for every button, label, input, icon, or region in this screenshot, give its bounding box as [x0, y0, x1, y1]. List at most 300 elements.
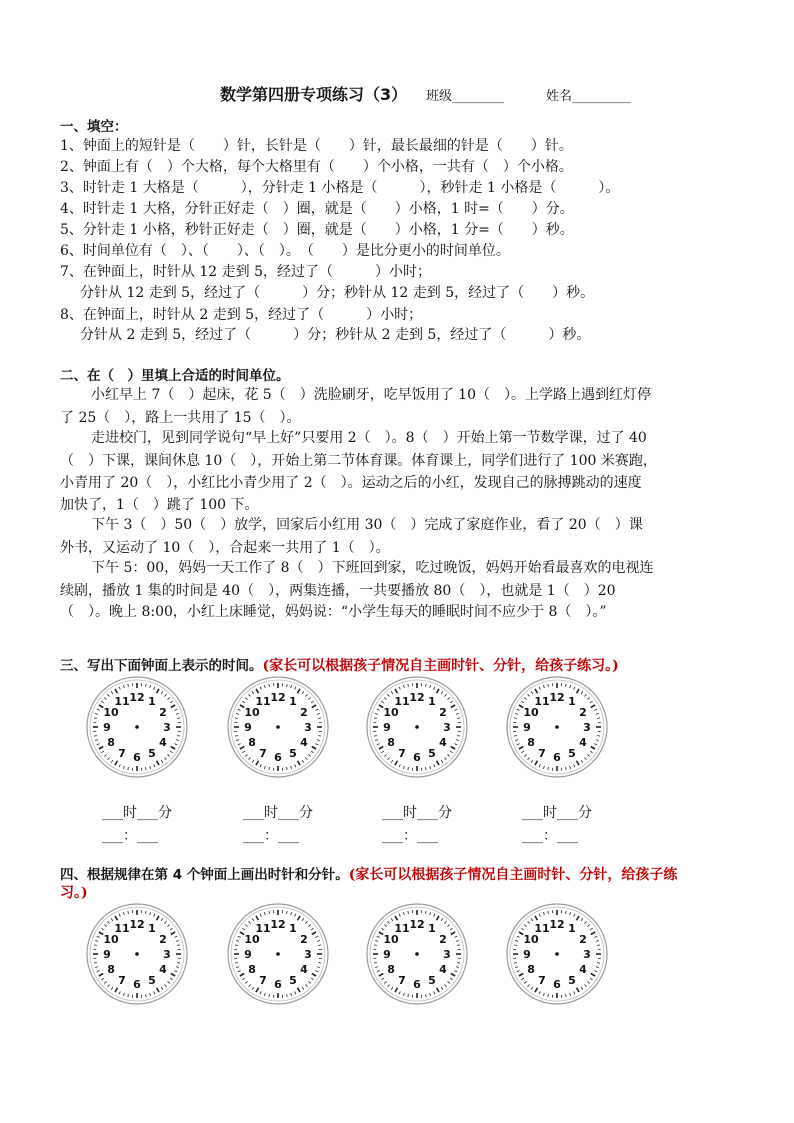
clock-hour-tick [312, 932, 316, 935]
answer-hour-minute[interactable]: ___时___分 [522, 805, 592, 821]
clock-minute-tick [174, 709, 177, 710]
clock-minute-tick [403, 685, 404, 688]
clock-minute-tick [584, 984, 586, 986]
clock-number: 8 [248, 963, 256, 976]
clock-minute-tick [539, 687, 540, 690]
clock-number: 11 [534, 695, 550, 709]
clock-minute-tick [146, 911, 147, 914]
clock-minute-tick [245, 698, 247, 700]
clock-minute-tick [590, 701, 592, 703]
clock-number: 3 [163, 721, 171, 734]
clock-minute-tick [531, 987, 533, 989]
clock-minute-tick [242, 978, 244, 980]
clock-number: 4 [579, 963, 587, 976]
answer-digital[interactable]: ___：___ [102, 828, 158, 844]
clock-minute-tick [252, 987, 254, 989]
clock-number: 5 [289, 746, 297, 760]
clock-hour-tick [519, 974, 523, 977]
clock-number: 7 [538, 746, 546, 760]
clock-number: 11 [255, 695, 271, 709]
section1-line: 3、时针走 1 大格是（ ），分针走 1 小格是（ ），秒针走 1 小格是（ ）。 [60, 180, 620, 196]
clock-minute-tick [317, 713, 320, 714]
clock-number: 6 [133, 978, 141, 991]
clock-minute-tick [377, 971, 380, 972]
page-title: 数学第四册专项练习（3） [220, 85, 408, 104]
clock-number: 5 [568, 973, 576, 987]
clock-minute-tick [311, 978, 313, 980]
clock-minute-tick [150, 685, 151, 688]
clock-minute-tick [101, 701, 103, 703]
clock-minute-tick [521, 751, 523, 753]
clock-minute-tick [457, 945, 460, 946]
answer-hour-minute[interactable]: ___时___分 [382, 805, 452, 821]
clock-center-dot [135, 952, 139, 956]
clock-minute-tick [426, 911, 427, 914]
clock-minute-tick [95, 740, 98, 741]
clock-number: 7 [259, 973, 267, 987]
clock-minute-tick [287, 767, 288, 770]
clock-minute-tick [302, 987, 304, 989]
clock-number: 3 [443, 948, 451, 961]
section3-heading: 三、写出下面钟面上表示的时间。 [60, 658, 263, 674]
section2-line: （ ）下课，课间休息 10（ ），开始上第二节体育课。体育课上，同学们进行了 100 米赛跑， [60, 453, 657, 469]
clock-minute-tick [381, 928, 383, 930]
clock-number: 3 [304, 948, 312, 961]
clock-minute-tick [450, 701, 452, 703]
clock-minute-tick [426, 767, 427, 770]
clock-minute-tick [177, 718, 180, 719]
clock-minute-tick [119, 914, 120, 917]
clock-minute-tick [287, 994, 288, 997]
clock-minute-tick [399, 914, 400, 917]
clock-minute-tick [528, 694, 530, 696]
clock-number: 12 [549, 918, 565, 931]
clock-number: 7 [259, 746, 267, 760]
clock-minute-tick [317, 740, 320, 741]
clock-number: 8 [107, 963, 115, 976]
clock-minute-tick [457, 718, 460, 719]
clock-minute-tick [596, 940, 599, 941]
clock-minute-tick [447, 925, 449, 927]
clock-number: 10 [103, 933, 119, 946]
clock-minute-tick [236, 713, 239, 714]
clock-number: 12 [409, 918, 425, 931]
clock-minute-tick [570, 912, 571, 915]
clock-minute-tick [318, 945, 321, 946]
clock-minute-tick [94, 718, 97, 719]
clock-minute-tick [434, 764, 435, 767]
clock-minute-tick [441, 691, 443, 693]
clock-minute-tick [167, 754, 169, 756]
clock-hour-tick [451, 974, 455, 977]
clock-number: 6 [413, 751, 421, 764]
clock-minute-tick [249, 757, 251, 759]
clock-number: 11 [114, 695, 130, 709]
clock-minute-tick [177, 736, 180, 737]
clock-minute-tick [101, 751, 103, 753]
clock-minute-tick [128, 994, 129, 997]
clock-minute-tick [388, 921, 390, 923]
clock-minute-tick [539, 764, 540, 767]
clock-minute-tick [170, 701, 172, 703]
clock-minute-tick [570, 685, 571, 688]
clock-minute-tick [170, 978, 172, 980]
clock-face [225, 901, 331, 1007]
clock-minute-tick [305, 984, 307, 986]
clock-minute-tick [97, 744, 100, 745]
answer-digital[interactable]: ___：___ [243, 828, 299, 844]
clock-minute-tick [408, 994, 409, 997]
clock-minute-tick [315, 709, 318, 710]
clock-number: 6 [413, 978, 421, 991]
clock-hour-tick [379, 974, 383, 977]
clock-number: 9 [523, 948, 531, 961]
clock-number: 3 [583, 721, 591, 734]
clock-number: 1 [289, 922, 297, 936]
clock-minute-tick [381, 701, 383, 703]
clock-hour-tick [577, 689, 580, 693]
clock-minute-tick [104, 981, 106, 983]
clock-minute-tick [543, 766, 544, 769]
section2-line: 小红早上 7（ ）起床，花 5（ ）洗脸刷牙，吃早饭用了 10（ ）。上学路上遇到红灯停 [91, 387, 651, 403]
clock-minute-tick [587, 698, 589, 700]
clock-minute-tick [574, 914, 575, 917]
clock-minute-tick [164, 694, 166, 696]
clock-hour-tick [591, 705, 595, 708]
clock-hour-tick [157, 988, 160, 992]
clock-minute-tick [515, 713, 518, 714]
clock-minute-tick [260, 914, 261, 917]
clock-number: 10 [523, 933, 539, 946]
clock-number: 2 [300, 706, 308, 719]
section2-line: （ ）。晚上 8:00，小红上床睡觉，妈妈说：“小学生每天的睡眠时间不应少于 8（ ）。” [60, 604, 607, 620]
clock-number: 8 [107, 736, 115, 749]
clock-minute-tick [249, 984, 251, 986]
clock-minute-tick [531, 691, 533, 693]
clock-minute-tick [249, 694, 251, 696]
clock-minute-tick [119, 687, 120, 690]
clock-minute-tick [260, 764, 261, 767]
clock-minute-tick [521, 701, 523, 703]
clock-minute-tick [391, 987, 393, 989]
clock-minute-tick [291, 912, 292, 915]
clock-number: 9 [523, 721, 531, 734]
clock-face [504, 901, 610, 1007]
clock-number: 11 [255, 922, 271, 936]
clock-minute-tick [238, 709, 241, 710]
clock-minute-tick [584, 921, 586, 923]
clock-minute-tick [291, 685, 292, 688]
clock-number: 2 [439, 706, 447, 719]
clock-center-dot [276, 952, 280, 956]
answer-hour-minute[interactable]: ___时___分 [102, 805, 172, 821]
clock-minute-tick [594, 971, 597, 972]
clock-minute-tick [176, 967, 179, 968]
clock-hour-tick [115, 988, 118, 992]
section2-line: 加快了，1（ ）跳了 100 下。 [60, 497, 259, 513]
clock-number: 3 [304, 721, 312, 734]
clock-number: 3 [443, 721, 451, 734]
clock-minute-tick [426, 684, 427, 687]
clock-minute-tick [123, 685, 124, 688]
clock-minute-tick [287, 911, 288, 914]
clock-hour-tick [115, 689, 118, 693]
clock-minute-tick [384, 698, 386, 700]
clock-minute-tick [104, 754, 106, 756]
section2-line: 续剧，播放 1 集的时间是 40（ ），两集连播，一共要播放 80（ ），也就是 1（ ）20 [60, 583, 616, 599]
clock-minute-tick [170, 928, 172, 930]
clock-minute-tick [123, 993, 124, 996]
clock-minute-tick [515, 740, 518, 741]
clock-minute-tick [524, 754, 526, 756]
clock-minute-tick [242, 751, 244, 753]
clock-hour-tick [312, 974, 316, 977]
clock-hour-tick [157, 689, 160, 693]
clock-minute-tick [108, 757, 110, 759]
clock-number: 9 [383, 721, 391, 734]
clock-hour-tick [379, 747, 383, 750]
clock-minute-tick [104, 698, 106, 700]
clock-minute-tick [287, 684, 288, 687]
clock-minute-tick [95, 967, 98, 968]
answer-digital[interactable]: ___：___ [522, 828, 578, 844]
clock-minute-tick [375, 740, 378, 741]
clock-minute-tick [566, 767, 567, 770]
clock-minute-tick [97, 971, 100, 972]
section4-heading: 四、根据规律在第 4 个钟面上画出时针和分针。 [60, 867, 349, 883]
clock-number: 3 [583, 948, 591, 961]
clock-minute-tick [447, 754, 449, 756]
clock-minute-tick [108, 921, 110, 923]
clock-number: 4 [159, 736, 167, 749]
clock-minute-tick [95, 940, 98, 941]
clock-hour-tick [240, 974, 244, 977]
clock-minute-tick [581, 987, 583, 989]
clock-minute-tick [315, 971, 318, 972]
clock-hour-tick [577, 988, 580, 992]
clock-number: 12 [549, 691, 565, 704]
clock-minute-tick [570, 766, 571, 769]
clock-minute-tick [521, 978, 523, 980]
clock-minute-tick [515, 940, 518, 941]
clock-center-dot [276, 725, 280, 729]
clock-minute-tick [434, 687, 435, 690]
clock-number: 3 [163, 948, 171, 961]
clock-number: 6 [553, 978, 561, 991]
clock-minute-tick [291, 993, 292, 996]
clock-number: 6 [274, 978, 282, 991]
clock-number: 5 [568, 746, 576, 760]
clock-minute-tick [164, 757, 166, 759]
clock-face [364, 674, 470, 780]
section2-line: 下午 3（ ）50（ ）放学，回家后小红用 30（ ）完成了家庭作业，看了 20（ ）课 [91, 517, 643, 533]
clock-minute-tick [295, 764, 296, 767]
clock-hour-tick [395, 761, 398, 765]
clock-minute-tick [235, 945, 238, 946]
clock-hour-tick [99, 974, 103, 977]
clock-minute-tick [517, 744, 520, 745]
clock-minute-tick [302, 918, 304, 920]
clock-minute-tick [543, 993, 544, 996]
clock-minute-tick [391, 691, 393, 693]
clock-minute-tick [441, 760, 443, 762]
clock-hour-tick [298, 689, 301, 693]
clock-minute-tick [111, 918, 113, 920]
clock-minute-tick [450, 928, 452, 930]
clock-minute-tick [245, 925, 247, 927]
clock-face [84, 901, 190, 1007]
clock-minute-tick [236, 940, 239, 941]
clock-minute-tick [150, 993, 151, 996]
clock-minute-tick [399, 991, 400, 994]
clock-minute-tick [444, 694, 446, 696]
clock-number: 12 [270, 691, 286, 704]
section1-line: 4、时针走 1 大格，分针正好走（ ）圈，就是（ ）小格，1 时=（ ）分。 [60, 201, 574, 217]
clock-minute-tick [308, 754, 310, 756]
section4-note-line1: (家长可以根据孩子情况自主画时针、分针，给孩子练 [348, 867, 678, 883]
clock-minute-tick [94, 945, 97, 946]
clock-hour-tick [437, 916, 440, 920]
clock-minute-tick [441, 987, 443, 989]
clock-face [225, 674, 331, 780]
clock-minute-tick [176, 940, 179, 941]
clock-number: 9 [244, 721, 252, 734]
clock-number: 12 [129, 918, 145, 931]
clock-minute-tick [528, 757, 530, 759]
clock-minute-tick [528, 921, 530, 923]
clock-number: 8 [527, 963, 535, 976]
clock-minute-tick [111, 691, 113, 693]
clock-hour-tick [312, 705, 316, 708]
clock-minute-tick [450, 978, 452, 980]
clock-minute-tick [150, 766, 151, 769]
clock-number: 10 [523, 706, 539, 719]
clock-minute-tick [434, 914, 435, 917]
clock-minute-tick [311, 928, 313, 930]
clock-minute-tick [108, 694, 110, 696]
name-field[interactable]: 姓名_________ [546, 89, 631, 104]
clock-minute-tick [566, 684, 567, 687]
clock-minute-tick [596, 967, 599, 968]
clock-minute-tick [269, 911, 270, 914]
clock-minute-tick [377, 744, 380, 745]
clock-minute-tick [381, 751, 383, 753]
clock-minute-tick [384, 981, 386, 983]
clock-hour-tick [395, 916, 398, 920]
clock-minute-tick [260, 687, 261, 690]
clock-minute-tick [515, 967, 518, 968]
clock-minute-tick [514, 945, 517, 946]
clock-minute-tick [317, 940, 320, 941]
clock-minute-tick [391, 760, 393, 762]
clock-minute-tick [587, 981, 589, 983]
clock-minute-tick [403, 993, 404, 996]
clock-hour-tick [157, 761, 160, 765]
clock-minute-tick [264, 912, 265, 915]
clock-hour-tick [240, 747, 244, 750]
clock-minute-tick [302, 760, 304, 762]
clock-minute-tick [375, 967, 378, 968]
clock-minute-tick [238, 744, 241, 745]
section1-line: 分针从 2 走到 5，经过了（ ）分；秒针从 2 走到 5，经过了（ ）秒。 [66, 327, 591, 343]
clock-number: 4 [159, 963, 167, 976]
clock-minute-tick [161, 691, 163, 693]
clock-number: 11 [114, 922, 130, 936]
clock-number: 4 [439, 736, 447, 749]
clock-minute-tick [374, 963, 377, 964]
clock-minute-tick [249, 921, 251, 923]
clock-hour-tick [171, 705, 175, 708]
clock-minute-tick [315, 744, 318, 745]
clock-hour-tick [591, 974, 595, 977]
answer-hour-minute[interactable]: ___时___分 [243, 805, 313, 821]
clock-minute-tick [123, 766, 124, 769]
clock-number: 2 [159, 706, 167, 719]
clock-minute-tick [375, 940, 378, 941]
clock-minute-tick [447, 698, 449, 700]
clock-minute-tick [174, 936, 177, 937]
clock-minute-tick [164, 921, 166, 923]
clock-minute-tick [252, 918, 254, 920]
clock-hour-tick [256, 761, 259, 765]
clock-minute-tick [269, 767, 270, 770]
clock-minute-tick [524, 698, 526, 700]
clock-hour-tick [577, 761, 580, 765]
clock-minute-tick [596, 740, 599, 741]
class-field[interactable]: 班级________ [426, 89, 505, 104]
clock-number: 8 [387, 963, 395, 976]
clock-hour-tick [535, 988, 538, 992]
answer-digital[interactable]: ___：___ [382, 828, 438, 844]
clock-minute-tick [543, 685, 544, 688]
clock-minute-tick [566, 911, 567, 914]
clock-minute-tick [128, 911, 129, 914]
clock-minute-tick [384, 754, 386, 756]
clock-minute-tick [381, 978, 383, 980]
clock-minute-tick [590, 928, 592, 930]
clock-minute-tick [430, 993, 431, 996]
clock-minute-tick [574, 991, 575, 994]
clock-number: 10 [103, 706, 119, 719]
clock-number: 2 [579, 933, 587, 946]
clock-number: 12 [129, 691, 145, 704]
clock-minute-tick [444, 757, 446, 759]
clock-number: 11 [394, 695, 410, 709]
clock-number: 5 [148, 973, 156, 987]
clock-minute-tick [399, 687, 400, 690]
clock-minute-tick [161, 760, 163, 762]
clock-number: 5 [148, 746, 156, 760]
clock-hour-tick [99, 747, 103, 750]
clock-number: 12 [270, 918, 286, 931]
clock-minute-tick [444, 921, 446, 923]
clock-minute-tick [447, 981, 449, 983]
clock-number: 5 [428, 746, 436, 760]
clock-minute-tick [154, 914, 155, 917]
clock-hour-tick [577, 916, 580, 920]
section1-line: 5、分针走 1 小格，秒针正好走（ ）圈，就是（ ）小格，1 分=（ ）秒。 [60, 222, 574, 238]
clock-face [504, 674, 610, 780]
section2-line: 小青用了 20（ ），小红比小青少用了 2（ ）。运动之后的小红，发现自己的脉搏跳动的速度 [60, 475, 642, 491]
section1-line: 7、在钟面上，时针从 12 走到 5，经过了（ ）小时； [60, 264, 431, 280]
clock-minute-tick [377, 936, 380, 937]
clock-minute-tick [597, 718, 600, 719]
clock-minute-tick [308, 981, 310, 983]
clock-hour-tick [312, 747, 316, 750]
clock-number: 1 [568, 695, 576, 709]
clock-center-dot [415, 952, 419, 956]
clock-minute-tick [97, 709, 100, 710]
